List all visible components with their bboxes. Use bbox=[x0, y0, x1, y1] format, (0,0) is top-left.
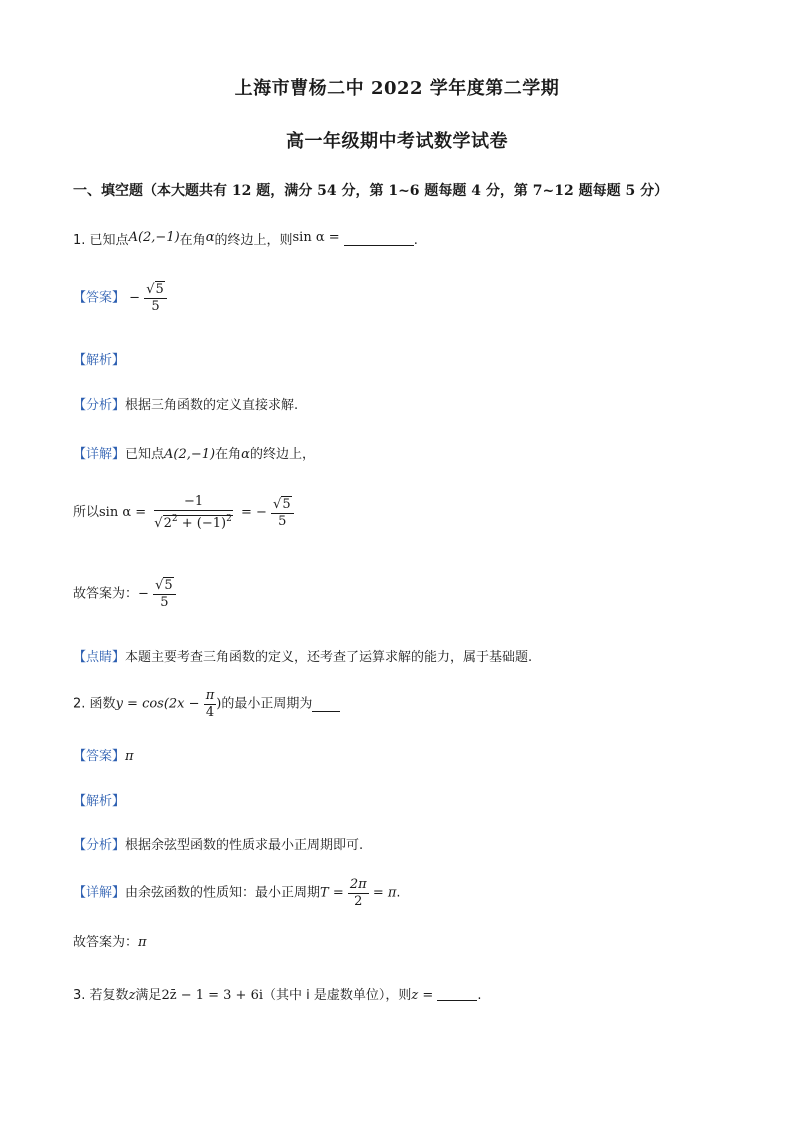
answer-label: 【答案】 bbox=[73, 749, 126, 764]
q1-point: A(2,−1) bbox=[128, 230, 180, 245]
q1-den-exp2: 2 bbox=[226, 514, 232, 524]
q1-expr: sin α = bbox=[292, 230, 340, 245]
q2-answer bbox=[73, 748, 134, 766]
q1-comment bbox=[73, 649, 532, 667]
q3-equation: 2z̄ − 1 = 3 + 6i bbox=[161, 988, 263, 1003]
q2-func-left: y = cos(2x − bbox=[115, 696, 200, 712]
question-2 bbox=[73, 688, 340, 721]
q1-detail-alpha: α bbox=[241, 447, 250, 462]
q1-detail bbox=[73, 446, 315, 464]
q2-detail-fraction bbox=[348, 877, 369, 910]
q1-detail-post: 的终边上， bbox=[249, 447, 315, 462]
q1-so-eq: = − bbox=[240, 505, 267, 520]
question-number: 2. bbox=[73, 696, 86, 712]
q2-detail-num: 2π bbox=[349, 877, 367, 892]
q1-result-num: 5 bbox=[282, 496, 291, 512]
q1-answer-den: 5 bbox=[151, 299, 160, 314]
q2-detail-pre: 由余弦函数的性质知：最小正周期 bbox=[125, 885, 321, 901]
comment-label: 【点睛】 bbox=[73, 650, 126, 665]
section-header: 一、填空题（本大题共有 12 题，满分 54 分，第 1~6 题每题 4 分，第 7~12 题每题 5 分） bbox=[73, 183, 669, 199]
q1-den-b: + (−1) bbox=[177, 516, 227, 531]
q2-analysis-label: 【解析】 bbox=[73, 794, 126, 809]
q1-detail-mid: 在角 bbox=[215, 447, 242, 462]
q1-final-den: 5 bbox=[160, 595, 169, 610]
fenxi-label: 【分析】 bbox=[73, 398, 126, 413]
answer-blank bbox=[344, 231, 414, 246]
q1-answer-fraction: $\frac{√5}{5}$ bbox=[144, 282, 167, 315]
q1-final-num: 5 bbox=[164, 578, 173, 593]
question-3 bbox=[73, 986, 482, 1005]
q1-fenxi-text: 根据三角函数的定义直接求解. bbox=[125, 398, 299, 413]
q2-fenxi-text: 根据余弦型函数的性质求最小正周期即可. bbox=[125, 838, 364, 853]
detail-label: 【详解】 bbox=[73, 447, 126, 462]
q1-derivation bbox=[73, 494, 294, 532]
q1-analysis-label: 【解析】 bbox=[73, 353, 126, 368]
q1-detail-point: A(2,−1) bbox=[164, 447, 216, 462]
q2-detail-den: 2 bbox=[354, 894, 363, 909]
q1-final-fraction: $\frac{√5}{5}$ bbox=[153, 578, 176, 611]
q2-func-right: ) bbox=[216, 696, 222, 712]
q2-detail-eq: = π bbox=[372, 885, 397, 901]
q2-pi-over-4 bbox=[204, 688, 217, 721]
title-line-1: 上海市曹杨二中 2022 学年度第二学期 bbox=[234, 78, 560, 99]
q1-alpha: α bbox=[205, 230, 215, 245]
q2-answer-value: π bbox=[125, 749, 134, 764]
q3-text-pre: 若复数 bbox=[89, 988, 129, 1003]
q1-main-fraction bbox=[152, 494, 235, 532]
title-line-2: 高一年级期中考试数学试卷 bbox=[286, 131, 508, 152]
q2-text-pre: 函数 bbox=[89, 696, 116, 712]
q2-detail bbox=[73, 877, 401, 910]
q1-den-a: 2 bbox=[163, 516, 172, 531]
q1-so-pre: 所以 bbox=[73, 505, 100, 520]
q3-end: . bbox=[477, 988, 482, 1003]
q2-frac-num: π bbox=[205, 688, 215, 703]
q1-result-fraction: $\frac{√5}{5}$ bbox=[271, 497, 294, 530]
q1-fenxi bbox=[73, 397, 298, 415]
q1-text-post: 的终边上，则 bbox=[214, 233, 293, 248]
q2-fenxi bbox=[73, 837, 363, 855]
detail-label: 【详解】 bbox=[73, 885, 126, 901]
q3-z-eq: z = bbox=[411, 988, 434, 1003]
so-answer-label: 故答案为： bbox=[73, 935, 139, 950]
q1-so-lhs: sin α = bbox=[99, 505, 147, 520]
q1-answer-sign: − bbox=[129, 290, 141, 306]
q2-final-value: π bbox=[138, 935, 147, 950]
so-answer-label: 故答案为： bbox=[73, 586, 139, 602]
answer-label: 【答案】 bbox=[73, 290, 126, 306]
q3-text-mid: 满足 bbox=[135, 988, 162, 1003]
q3-paren-text: （其中 i 是虚数单位），则 bbox=[263, 988, 412, 1003]
q1-main-num: −1 bbox=[154, 494, 233, 511]
q1-final-sign: − bbox=[138, 586, 149, 602]
q2-detail-T: T = bbox=[320, 885, 344, 901]
answer-blank bbox=[437, 986, 477, 1001]
q1-answer bbox=[73, 282, 167, 315]
q2-detail-end: . bbox=[396, 885, 401, 901]
q1-main-den: $√2^2 + (-1)^2$ bbox=[154, 514, 232, 531]
q2-text-post: 的最小正周期为 bbox=[221, 696, 313, 712]
answer-blank bbox=[312, 697, 340, 712]
q2-final-answer bbox=[73, 934, 147, 952]
question-1 bbox=[73, 229, 418, 250]
q1-result-den: 5 bbox=[278, 513, 287, 529]
fenxi-label: 【分析】 bbox=[73, 838, 126, 853]
question-number: 1. bbox=[73, 233, 86, 248]
question-number: 3. bbox=[73, 988, 86, 1003]
q1-text-mid: 在角 bbox=[179, 233, 206, 248]
q1-end: . bbox=[413, 233, 418, 248]
q1-answer-num: 5 bbox=[155, 282, 164, 297]
q3-z: z bbox=[128, 988, 136, 1003]
q1-detail-pre: 已知点 bbox=[125, 447, 165, 462]
q2-frac-den: 4 bbox=[205, 705, 215, 720]
q1-final-answer bbox=[73, 578, 176, 611]
q1-text-pre: 已知点 bbox=[89, 233, 129, 248]
q1-comment-text: 本题主要考查三角函数的定义，还考查了运算求解的能力，属于基础题. bbox=[125, 650, 533, 665]
q1-den-exp1: 2 bbox=[171, 514, 178, 524]
